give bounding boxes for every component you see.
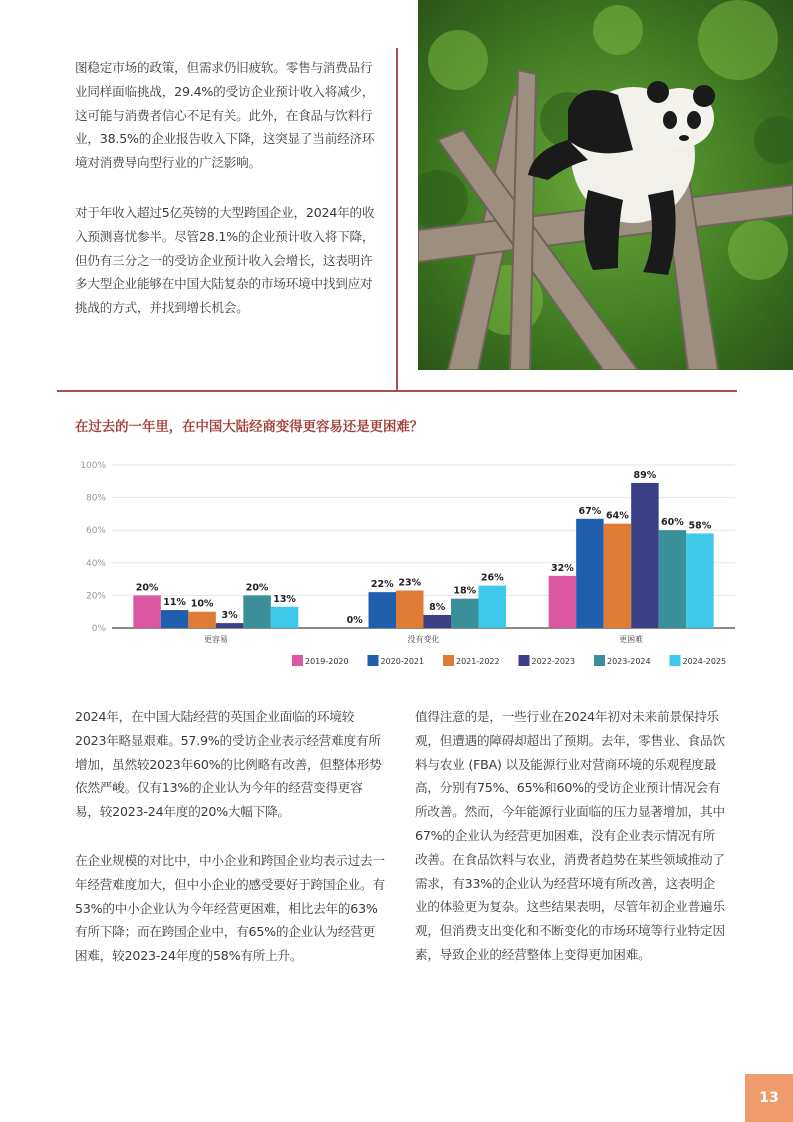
- bar: [188, 612, 216, 628]
- body-paragraph-1: 图稳定市场的政策，但需求仍旧疲软。零售与消费品行业同样面临挑战，29.4%的受访企业预计收入将减少，这可能与消费者信心不足有关。此外，在食品与饮料行业，38.5%的企业报告收入下降，这突显了当前经济环境对消费导向型行业的广泛影响。: [75, 60, 375, 171]
- y-tick-label: 100%: [80, 461, 106, 471]
- legend-swatch: [594, 655, 605, 666]
- bar-value-label: 58%: [688, 520, 712, 532]
- category-label: 更困难: [619, 635, 644, 644]
- bar: [271, 607, 299, 628]
- horizontal-divider: [57, 390, 737, 392]
- bar: [549, 576, 577, 628]
- y-tick-label: 0%: [91, 624, 106, 634]
- bar-value-label: 60%: [661, 517, 684, 529]
- y-tick-label: 20%: [85, 591, 106, 602]
- bar-value-label: 64%: [606, 510, 629, 522]
- bar-value-label: 0%: [346, 615, 363, 626]
- bar-value-label: 26%: [480, 572, 504, 584]
- bar-value-label: 13%: [273, 593, 296, 605]
- bar-value-label: 8%: [429, 601, 446, 613]
- bar-value-label: 89%: [633, 469, 657, 481]
- legend-label: 2019-2020: [305, 657, 349, 666]
- legend-label: 2021-2022: [456, 657, 500, 666]
- bar: [243, 595, 270, 628]
- y-tick-label: 40%: [85, 558, 106, 569]
- bar: [604, 524, 632, 628]
- body-paragraph-3: 2024年，在中国大陆经营的英国企业面临的环境较2023年略显艰难。57.9%的受访企业表示经营难度有所增加，虽然较2023年60%的比例略有改善，但整体形势依然严峻。仅有13%的企业认为今年的经营变得更容易，较2023-24年度的20%大幅下降。: [75, 709, 382, 820]
- bar: [631, 483, 659, 628]
- bar: [424, 615, 452, 628]
- legend-label: 2022-2023: [531, 657, 576, 666]
- bar: [576, 519, 604, 628]
- legend-label: 2020-2021: [380, 657, 425, 666]
- bar-value-label: 20%: [135, 582, 159, 594]
- bar: [686, 533, 714, 628]
- vertical-divider: [396, 48, 398, 391]
- panda-photo: [418, 0, 793, 370]
- chart-bars: [133, 483, 713, 628]
- bar-value-label: 67%: [578, 505, 602, 517]
- category-label: 没有变化: [407, 635, 440, 644]
- bar: [451, 599, 479, 628]
- bar: [161, 610, 189, 628]
- bar-value-label: 11%: [163, 597, 186, 609]
- body-paragraph-5: 值得注意的是，一些行业在2024年初对未来前景保持乐观，但遭遇的障碍却超出了预期。去年，零售业、食品饮料与农业 (FBA) 以及能源行业对营商环境的乐观程度最高，分别有75%、65%和60%的受访企业预计情况会有所改善。然而，今年能源行业面临的压力显著增加，其中67%的企业认为经营更加困难，没有企业表示情况有所改善。在食品饮料与农业，消费者趋势在某些领域推动了需求，有33%的企业认为经营环境有所改善，这表明企业的体验更为复杂。这些结果表明，尽管年初企业普遍乐观，但消费支出变化和不断变化的市场环境等行业特定因素，导致企业的经营整体上变得更加困难。: [415, 709, 725, 962]
- body-paragraph-2: 对于年收入超过5亿英镑的大型跨国企业，2024年的收入预测喜忧参半。尽管28.1%的企业预计收入将下降，但仍有三分之一的受访企业预计收入会增长，这表明许多大型企业能够在中国大陆复杂的市场环境中找到应对挑战的方式，并找到增长机会。: [75, 205, 375, 316]
- bar: [479, 586, 507, 628]
- chart-legend: [292, 655, 726, 666]
- category-label: 更容易: [203, 635, 228, 644]
- bar: [133, 595, 161, 628]
- chart-title: 在过去的一年里，在中国大陆经商变得更容易还是更困难？: [75, 420, 424, 435]
- legend-label: 2023-2024: [607, 657, 651, 666]
- bar-value-label: 23%: [398, 577, 422, 589]
- bar: [659, 530, 687, 628]
- body-paragraph-4: 在企业规模的对比中，中小企业和跨国企业均表示过去一年经营难度加大，但中小企业的感受要好于跨国企业。有53%的中小企业认为今年经营更困难，相比去年的63%有所下降；而在跨国企业中，有65%的企业认为经营更困难，较2023-24年度的58%有所上升。: [75, 853, 385, 964]
- legend-swatch: [292, 655, 303, 666]
- bar: [369, 592, 397, 628]
- bar-value-label: 20%: [245, 582, 269, 594]
- legend-swatch: [443, 655, 454, 666]
- y-tick-label: 60%: [85, 526, 106, 537]
- legend-label: 2024-2025: [682, 657, 727, 666]
- bar-value-label: 32%: [551, 562, 574, 574]
- y-tick-label: 80%: [85, 493, 106, 504]
- bar-value-label: 22%: [370, 579, 394, 591]
- bar-value-label: 10%: [190, 598, 214, 610]
- page-number: 13: [745, 1074, 793, 1122]
- bar: [396, 591, 424, 628]
- bar-chart: [60, 452, 750, 682]
- legend-swatch: [519, 655, 530, 666]
- bar-value-label: 3%: [221, 610, 238, 622]
- legend-swatch: [368, 655, 379, 666]
- bar-value-label: 18%: [453, 585, 477, 597]
- bar: [216, 623, 244, 628]
- legend-swatch: [670, 655, 681, 666]
